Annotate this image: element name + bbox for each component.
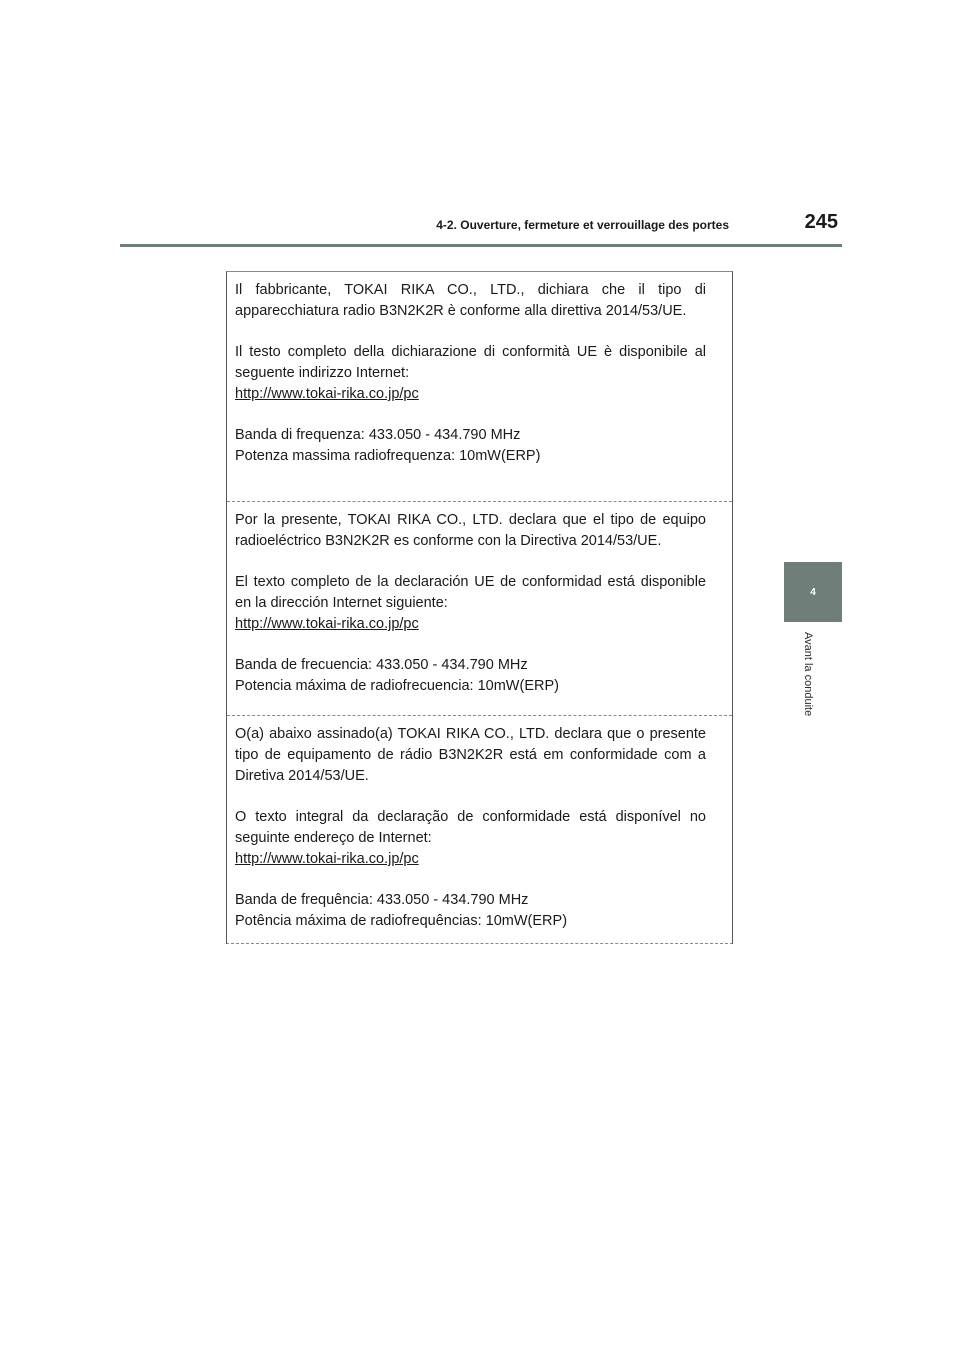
max-power-text: Potencia máxima de radiofrecuencia: 10mW(ERP) [235, 678, 559, 694]
frequency-band-text: Banda de frequência: 433.050 - 434.790 MHz [235, 892, 529, 908]
declaration-section-italian [227, 272, 732, 502]
declaration-text: O(a) abaixo assinado(a) TOKAI RIKA CO., LTD. declara que o presente tipo de equipamento de rádio B3N2K2R está em conformidade com a Diretiva 2014/53/UE. [235, 726, 706, 784]
chapter-tab [784, 562, 842, 622]
declaration-text: Por la presente, TOKAI RIKA CO., LTD. declara que el tipo de equipo radioeléctrico B3N2K2R es conforme con la Directiva 2014/53/UE. [235, 512, 706, 549]
availability-text: O texto integral da declaração de conformidade está disponível no seguinte endereço de Internet: [235, 809, 706, 846]
declaration-link[interactable]: http://www.tokai-rika.co.jp/pc [235, 616, 419, 632]
declaration-link[interactable]: http://www.tokai-rika.co.jp/pc [235, 386, 419, 402]
page-header [120, 210, 842, 246]
declaration-link[interactable]: http://www.tokai-rika.co.jp/pc [235, 851, 419, 867]
max-power-text: Potenza massima radiofrequenza: 10mW(ERP) [235, 448, 541, 464]
chapter-label: Avant la conduite [802, 632, 814, 717]
section-title: 4-2. Ouverture, fermeture et verrouillage des portes [436, 218, 729, 232]
page-number: 245 [804, 211, 838, 233]
frequency-band-text: Banda di frequenza: 433.050 - 434.790 MHz [235, 427, 521, 443]
availability-text: El texto completo de la declaración UE de conformidad está disponible en la dirección Internet siguiente: [235, 574, 706, 611]
declaration-section-portuguese [227, 716, 732, 942]
declaration-box [226, 271, 733, 944]
frequency-band-text: Banda de frecuencia: 433.050 - 434.790 MHz [235, 657, 528, 673]
declaration-text: Il fabbricante, TOKAI RIKA CO., LTD., dichiara che il tipo di apparecchiatura radio B3N2K2R è conforme alla direttiva 2014/53/UE. [235, 282, 706, 319]
max-power-text: Potência máxima de radiofrequências: 10mW(ERP) [235, 913, 568, 929]
availability-text: Il testo completo della dichiarazione di conformità UE è disponibile al seguente indirizzo Internet: [235, 344, 706, 381]
header-rule [120, 244, 842, 247]
chapter-number: 4 [810, 586, 816, 598]
declaration-section-spanish [227, 502, 732, 716]
